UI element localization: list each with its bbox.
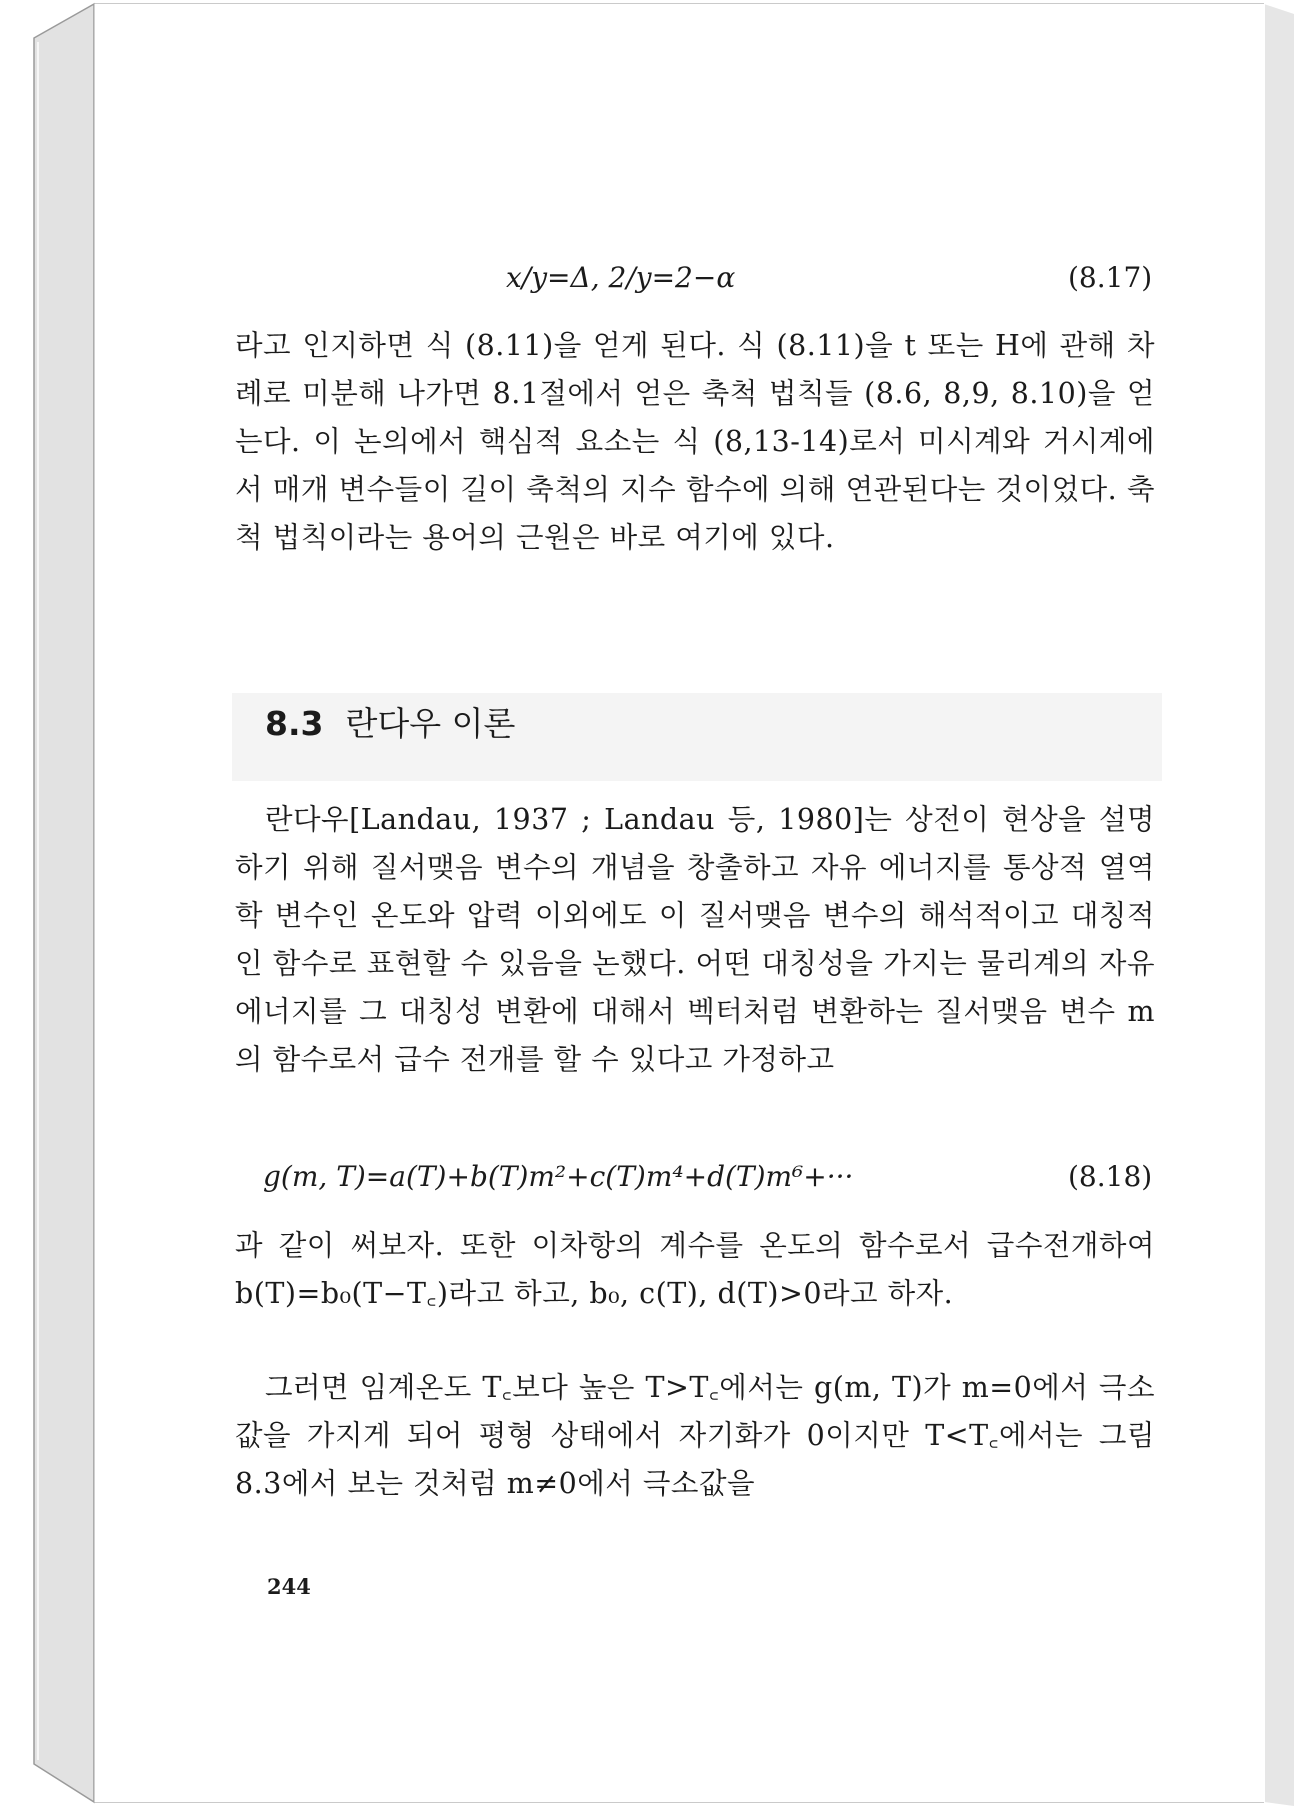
paragraph-landau-intro: 란다우[Landau, 1937 ; Landau 등, 1980]는 상전이 현상을 설명하기 위해 질서맺음 변수의 개념을 창출하고 자유 에너지를 통상적 열역학 변수인 온도와 압력 이외에도 이 질서맺음 변수의 해석적이고 대칭적인 함수로 표현할 수 있음을 논했다. 어떤 대칭성을 가지는 물리계의 자유 에너지를 그 대칭성 변환에 대해서 벡터처럼 변환하는 질서맺음 변수 m의 함수로서 급수 전개를 할 수 있다고 가정하고 [235, 803, 1155, 1076]
section-number: 8.3 [265, 704, 324, 743]
paragraph-coefficients: 과 같이 써보자. 또한 이차항의 계수를 온도의 함수로서 급수전개하여 b(T)=b₀(T−T꜀)라고 하고, b₀, c(T), d(T)>0라고 하자. [235, 1229, 1155, 1310]
page-number: 244 [267, 1574, 311, 1599]
paragraph-critical-temperature: 그러면 임계온도 T꜀보다 높은 T>T꜀에서는 g(m, T)가 m=0에서 극소값을 가지게 되어 평형 상태에서 자기화가 0이지만 T<T꜀에서는 그림 8.3에서 보는 것처럼 m≠0에서 극소값을 [235, 1371, 1155, 1500]
equation-8-18-number: (8.18) [1068, 1160, 1153, 1193]
equation-8-17-number: (8.17) [1068, 261, 1153, 294]
equation-8-18: g(m, T)=a(T)+b(T)m²+c(T)m⁴+d(T)m⁶+··· [263, 1160, 854, 1193]
equation-8-17: x/y=Δ, 2/y=2−α [506, 261, 736, 294]
book-spine-face [34, 4, 94, 1802]
paragraph-scaling-laws: 라고 인지하면 식 (8.11)을 얻게 된다. 식 (8.11)을 t 또는 H에 관해 차례로 미분해 나가면 8.1절에서 얻은 축척 법칙들 (8.6, 8,9, 8.10)을 얻는다. 이 논의에서 핵심적 요소는 식 (8,13-14)로서 미시계와 거시계에서 매개 변수들이 길이 축척의 지수 함수에 의해 연관된다는 것이었다. 축척 법칙이라는 용어의 근원은 바로 여기에 있다. [235, 329, 1155, 554]
section-title: 란다우 이론 [345, 704, 516, 743]
section-heading [265, 700, 515, 748]
book-right-shadow [1264, 4, 1294, 1806]
